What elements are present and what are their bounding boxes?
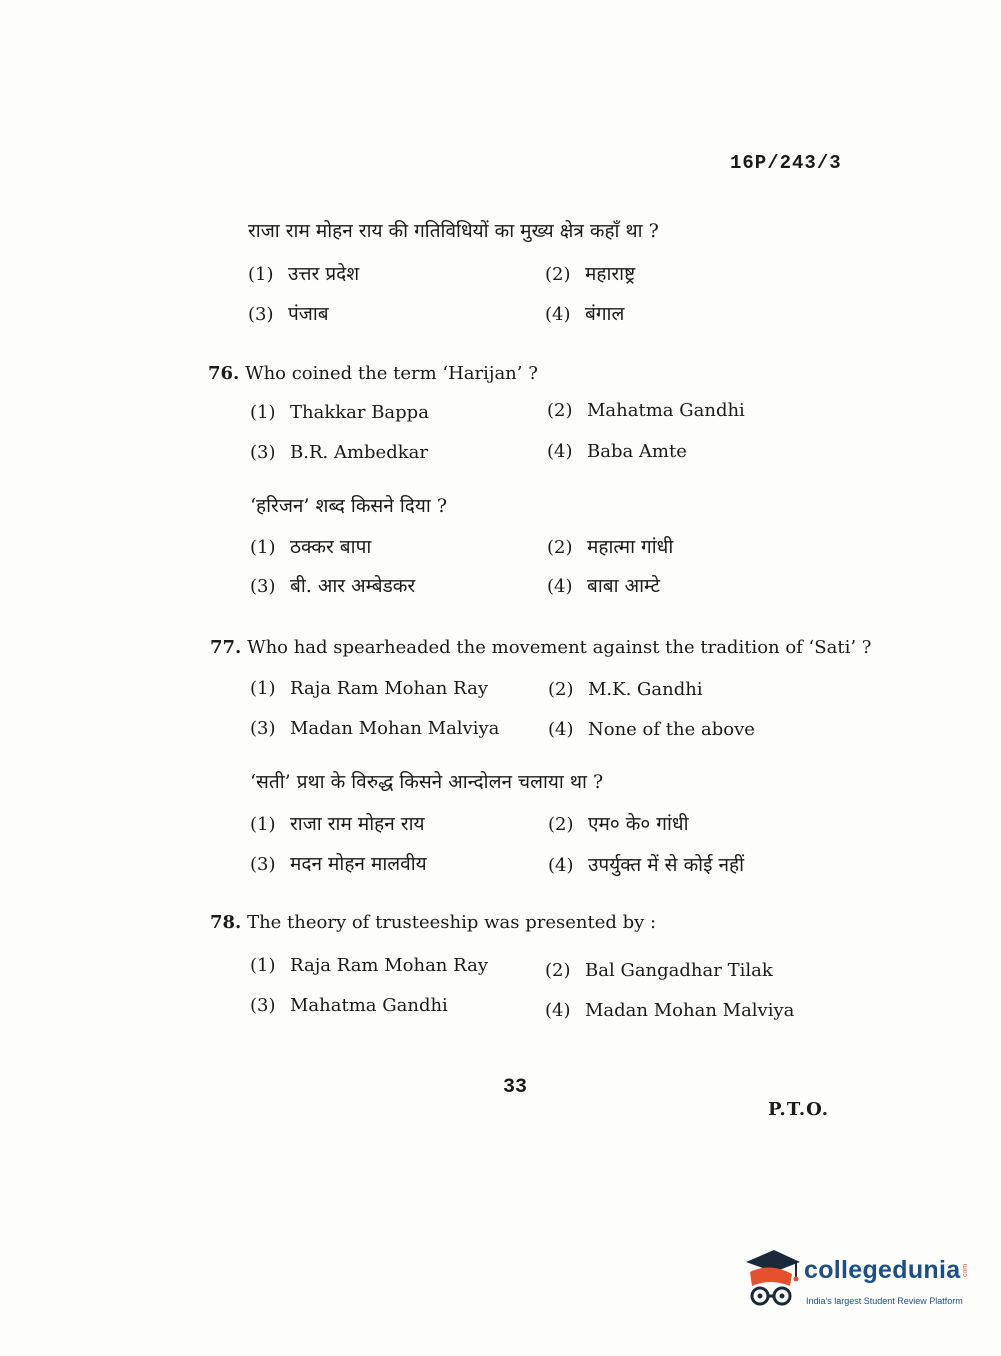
q76-hindi-option-1: (1) ठक्कर बापा (250, 536, 372, 558)
q78-question: 78. The theory of trusteeship was presented by : (210, 912, 657, 933)
q77-hindi-option-3: (3) मदन मोहन मालवीय (250, 853, 427, 875)
pto-label: P.T.O. (768, 1099, 830, 1120)
q77-hindi-option-1: (1) राजा राम मोहन राय (250, 813, 425, 835)
q77-hindi-option-4: (4) उपर्युक्त में से कोई नहीं (548, 854, 744, 876)
q78-option-3: (3) Mahatma Gandhi (250, 995, 448, 1016)
q76-hindi-option-4: (4) बाबा आम्टे (547, 575, 661, 597)
q78-option-2: (2) Bal Gangadhar Tilak (545, 960, 773, 981)
collegedunia-logo (740, 1248, 970, 1318)
logo-suffix: .com (962, 1263, 970, 1280)
q75-hindi-option-3: (3) पंजाब (248, 303, 329, 325)
q76-option-2: (2) Mahatma Gandhi (547, 400, 745, 421)
q76-hindi-option-2: (2) महात्मा गांधी (547, 536, 674, 558)
q76-option-4: (4) Baba Amte (547, 441, 687, 462)
q77-option-2: (2) M.K. Gandhi (548, 679, 703, 700)
q76-option-1: (1) Thakkar Bappa (250, 402, 429, 423)
q77-question: 77. Who had spearheaded the movement against the tradition of ‘Sati’ ? (210, 637, 872, 658)
q76-hindi-question: ‘हरिजन’ शब्द किसने दिया ? (250, 495, 448, 517)
q77-hindi-question: ‘सती’ प्रथा के विरुद्ध किसने आन्दोलन चलाया था ? (250, 771, 604, 793)
q78-option-4: (4) Madan Mohan Malviya (545, 1000, 795, 1021)
q75-hindi-option-1: (1) उत्तर प्रदेश (248, 263, 360, 285)
q76-question: 76. Who coined the term ‘Harijan’ ? (208, 363, 538, 384)
page-number: 33 (503, 1076, 528, 1099)
q75-hindi-option-2: (2) महाराष्ट्र (545, 263, 636, 285)
q76-option-3: (3) B.R. Ambedkar (250, 442, 428, 463)
q77-option-1: (1) Raja Ram Mohan Ray (250, 678, 488, 699)
q76-hindi-option-3: (3) बी. आर अम्बेडकर (250, 575, 416, 597)
q78-option-1: (1) Raja Ram Mohan Ray (250, 955, 488, 976)
mascot-icon (740, 1248, 802, 1314)
q75-hindi-question: राजा राम मोहन राय की गतिविधियों का मुख्य क्षेत्र कहाँ था ? (248, 220, 659, 242)
logo-brand-text: collegedunia (804, 1256, 961, 1284)
q77-option-4: (4) None of the above (548, 719, 755, 740)
q75-hindi-option-4: (4) बंगाल (545, 303, 625, 325)
paper-code: 16P/243/3 (730, 152, 842, 174)
q77-hindi-option-2: (2) एम० के० गांधी (548, 813, 689, 835)
q77-option-3: (3) Madan Mohan Malviya (250, 718, 500, 739)
logo-tagline: India's largest Student Review Platform (806, 1296, 963, 1306)
